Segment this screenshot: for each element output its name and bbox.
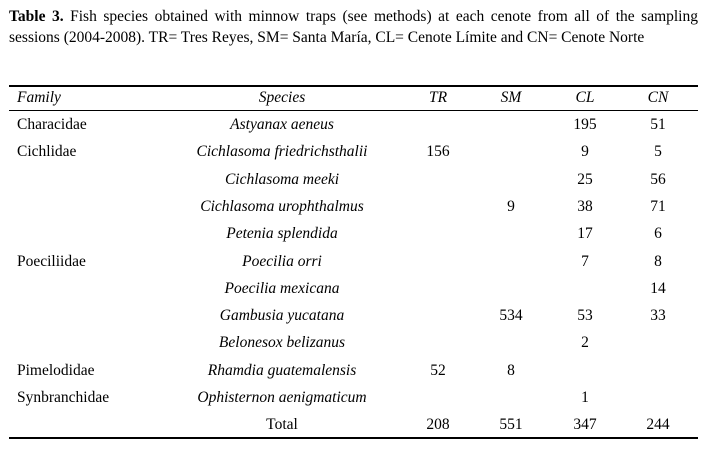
table-bottom-rule	[9, 437, 698, 439]
cell-cl: 38	[577, 198, 593, 215]
cell-sm: 8	[507, 362, 515, 379]
cell-sm: 9	[507, 198, 515, 215]
table-top-rule	[9, 85, 698, 87]
header-species: Species	[258, 89, 306, 106]
cell-cl: 7	[581, 253, 589, 270]
cell-cl: 25	[577, 171, 593, 188]
cell-species: Cichlasoma urophthalmus	[200, 198, 364, 215]
cell-species: Poecilia orri	[242, 253, 322, 270]
cell-species: Poecilia mexicana	[224, 280, 340, 297]
cell-family: Synbranchidae	[17, 389, 110, 406]
total-cl: 347	[573, 416, 597, 433]
total-label: Total	[266, 416, 298, 433]
cell-species: Ophisternon aenigmaticum	[197, 389, 367, 406]
header-cl: CL	[575, 89, 595, 106]
total-tr: 208	[426, 416, 450, 433]
cell-cl: 17	[577, 225, 593, 242]
cell-cl: 53	[577, 307, 593, 324]
cell-species: Belonesox belizanus	[218, 334, 346, 351]
cell-cn: 33	[650, 307, 666, 324]
caption-text: Fish species obtained with minnow traps (see methods) at each cenote from all of the sampling sessions (2004-2008). TR= Tres Reyes, SM= Santa María, CL= Cenote Límite and CN= Cenote Norte	[9, 8, 698, 46]
cell-cl: 2	[581, 334, 589, 351]
cell-family: Pimelodidae	[17, 362, 95, 379]
total-sm: 551	[499, 416, 523, 433]
cell-cn: 56	[650, 171, 666, 188]
cell-cn: 51	[650, 116, 666, 133]
table-caption	[9, 7, 698, 48]
header-family: Family	[17, 89, 61, 106]
cell-cl: 9	[581, 143, 589, 160]
cell-species: Rhamdia guatemalensis	[207, 362, 357, 379]
header-cn: CN	[647, 89, 669, 106]
cell-species: Petenia splendida	[226, 225, 338, 242]
header-tr: TR	[428, 89, 448, 106]
cell-species: Cichlasoma friedrichsthalii	[196, 143, 368, 160]
cell-cn: 71	[650, 198, 666, 215]
cell-sm: 534	[499, 307, 523, 324]
header-sm: SM	[500, 89, 522, 106]
cell-species: Cichlasoma meeki	[224, 171, 340, 188]
cell-species: Gambusia yucatana	[219, 307, 345, 324]
total-cn: 244	[646, 416, 670, 433]
cell-family: Poeciliidae	[17, 253, 86, 270]
cell-tr: 156	[426, 143, 450, 160]
cell-species: Astyanax aeneus	[230, 116, 334, 133]
cell-family: Cichlidae	[17, 143, 77, 160]
cell-family: Characidae	[17, 116, 87, 133]
cell-cn: 14	[650, 280, 666, 297]
table-header-rule	[9, 110, 698, 111]
cell-cl: 195	[573, 116, 597, 133]
cell-tr: 52	[430, 362, 446, 379]
cell-cn: 6	[654, 225, 662, 242]
cell-cl: 1	[581, 389, 589, 406]
cell-cn: 8	[654, 253, 662, 270]
caption-label: Table 3.	[9, 8, 64, 25]
cell-cn: 5	[654, 143, 662, 160]
